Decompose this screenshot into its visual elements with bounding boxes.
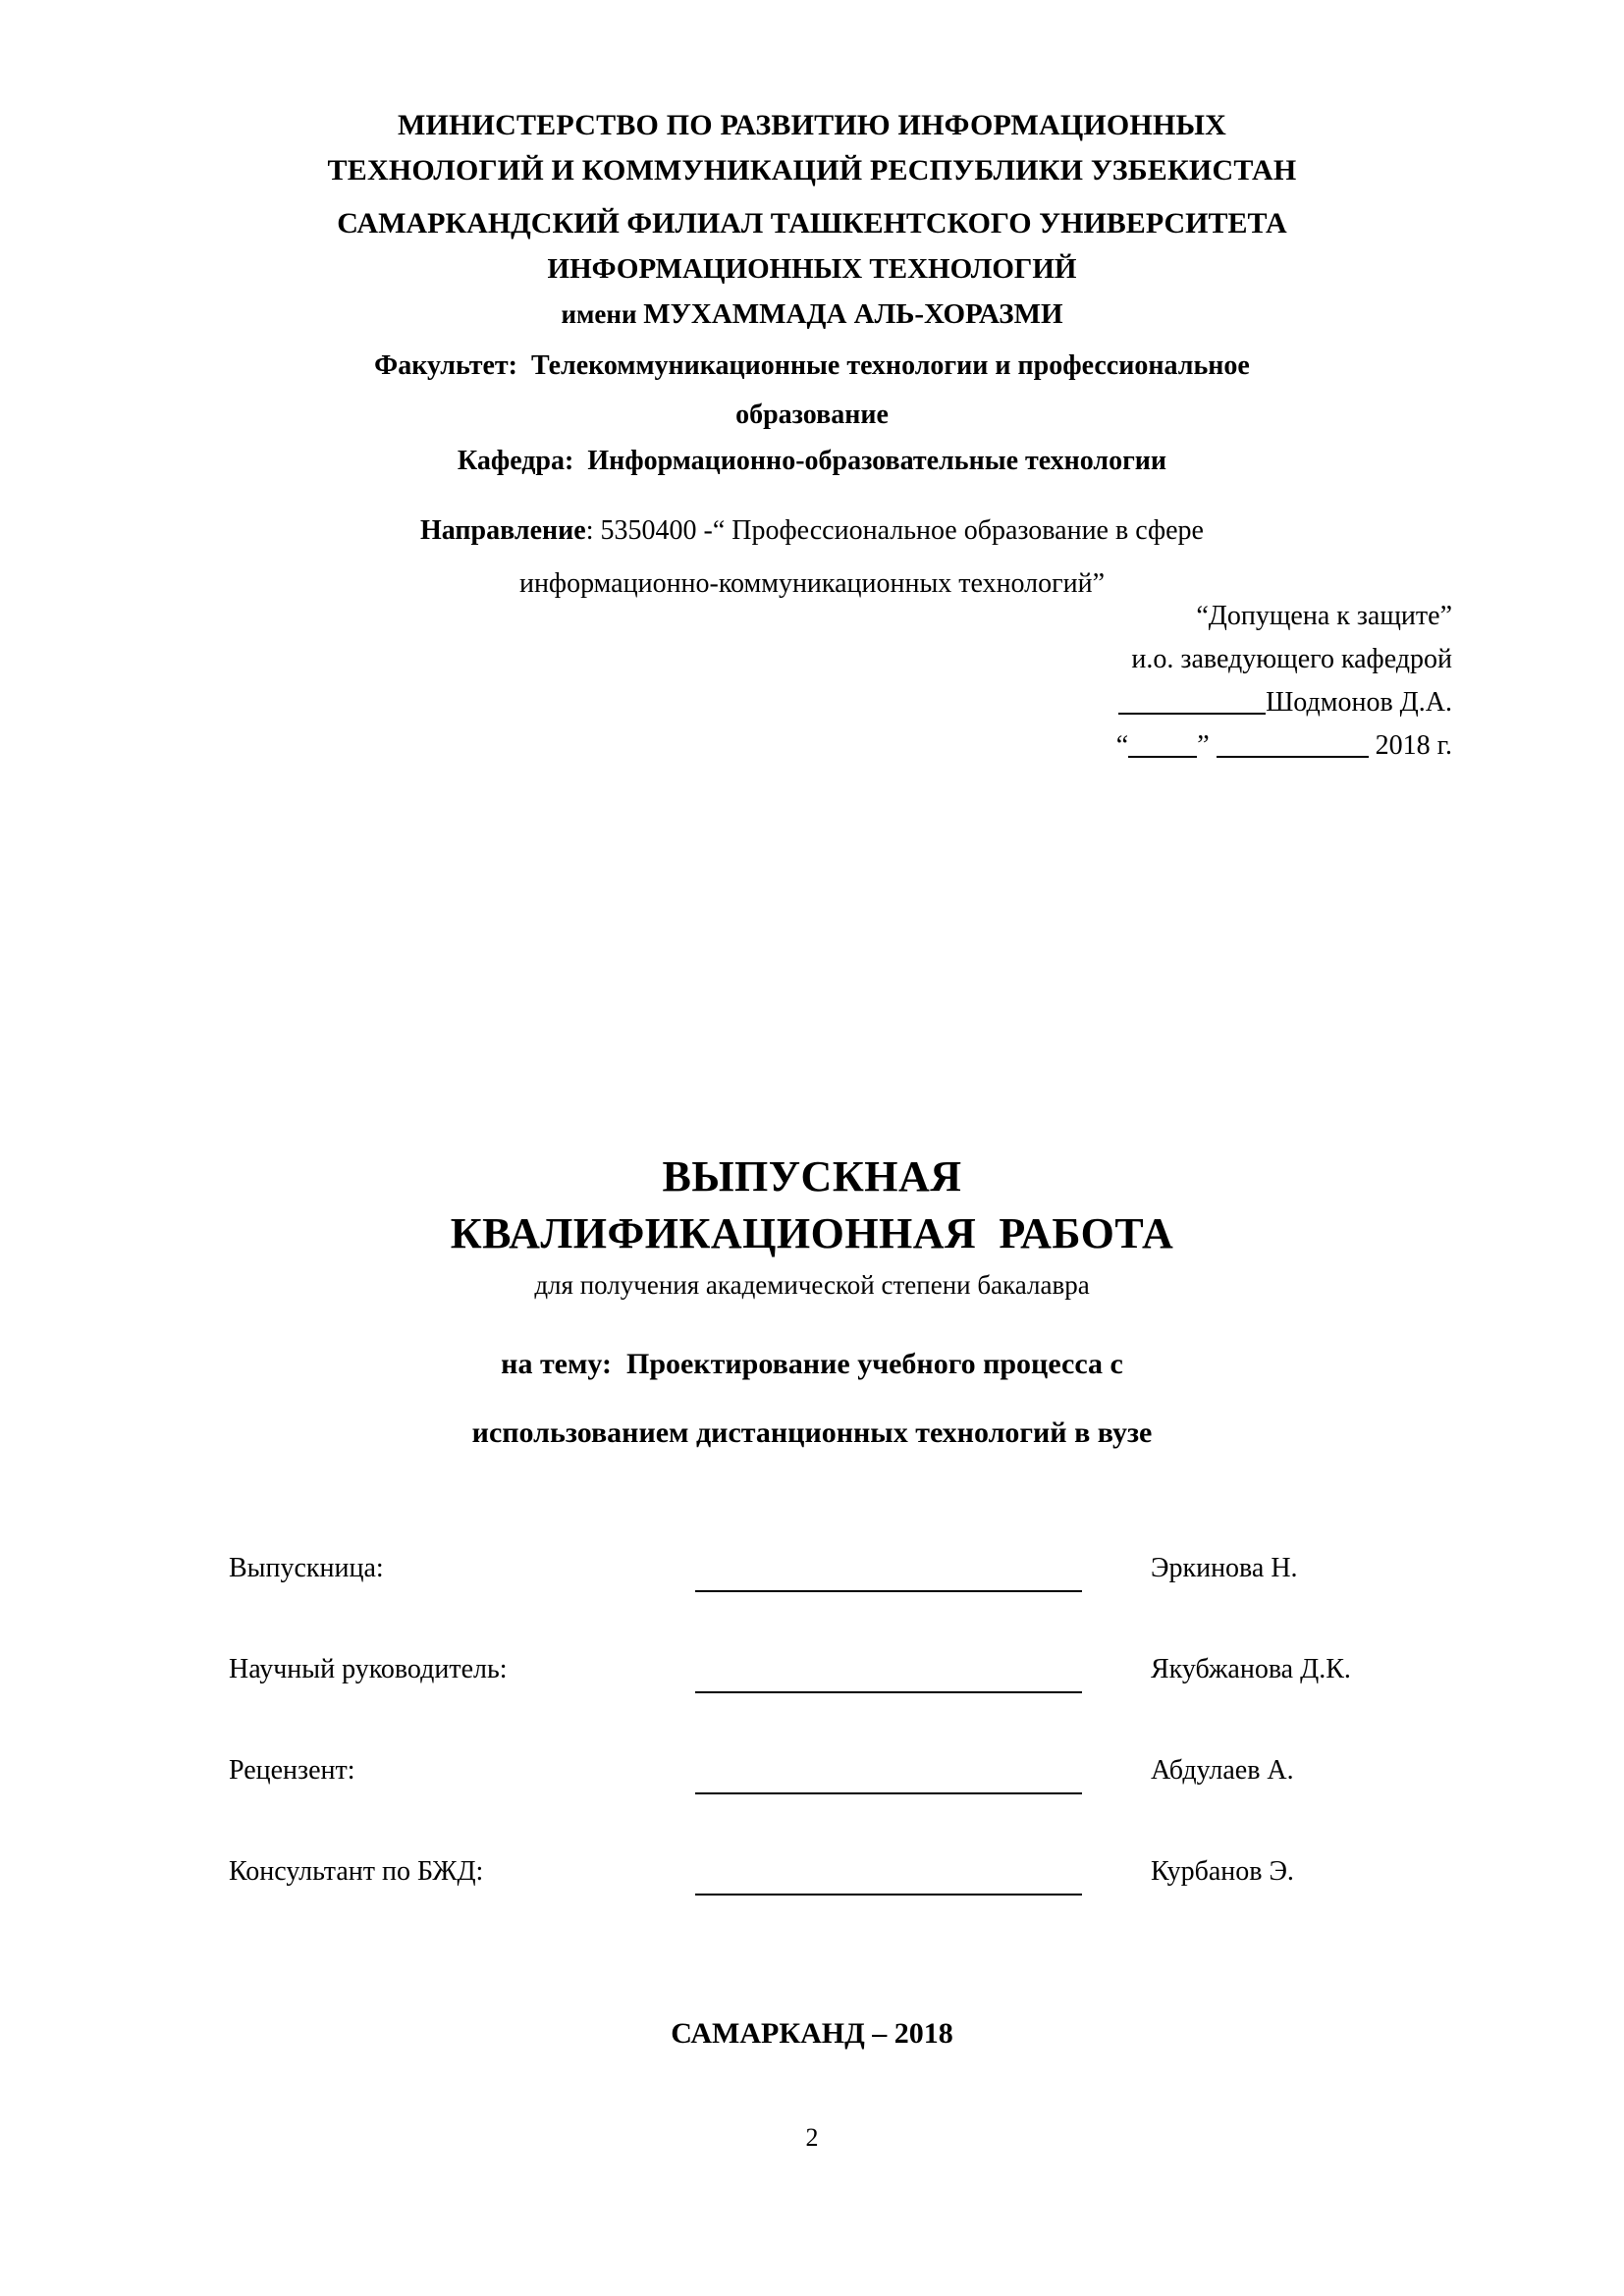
ministry-header — [167, 103, 1457, 193]
signature-name: Курбанов Э. — [1151, 1856, 1294, 1887]
table-row — [0, 1755, 1624, 1856]
approval-date-row — [1116, 724, 1452, 768]
approval-position: и.о. заведующего кафедрой — [1131, 644, 1452, 674]
faculty-value-1: Телекоммуникационные технологии и профессиональное — [530, 350, 1250, 381]
university-line-2: ИНФОРМАЦИОННЫХ ТЕХНОЛОГИЙ — [547, 253, 1077, 285]
date-quote-close: ” — [1197, 730, 1210, 761]
department-label: Кафедра: — [457, 446, 574, 476]
signature-label: Консультант по БЖД: — [229, 1856, 484, 1887]
date-month-blank[interactable] — [1217, 756, 1369, 758]
signature-blank[interactable] — [695, 1590, 1082, 1592]
page-number: 2 — [805, 2123, 819, 2152]
faculty-value-2: образование — [735, 400, 889, 430]
direction-line-1 — [167, 505, 1457, 558]
date-quote-open: “ — [1115, 730, 1129, 761]
signature-blank[interactable] — [695, 1691, 1082, 1693]
ministry-line-1: МИНИСТЕРСТВО ПО РАЗВИТИЮ ИНФОРМАЦИОННЫХ — [397, 109, 1227, 141]
department-block — [167, 440, 1457, 483]
signature-name: Якубжанова Д.К. — [1151, 1654, 1351, 1684]
work-title-line-2: КВАЛИФИКАЦИОННАЯ РАБОТА — [450, 1209, 1174, 1257]
approval-admitted: “Допущена к защите” — [1196, 601, 1452, 631]
work-title — [167, 1148, 1457, 1262]
ministry-line-2: ТЕХНОЛОГИЙ И КОММУНИКАЦИЙ РЕСПУБЛИКИ УЗБЕКИСТАН — [327, 154, 1297, 187]
table-row — [0, 1654, 1624, 1755]
faculty-label: Факультет: — [374, 350, 517, 381]
university-line-3 — [167, 292, 1457, 337]
faculty-line-1 — [167, 342, 1457, 391]
table-row — [0, 1856, 1624, 1957]
signature-label: Рецензент: — [229, 1755, 355, 1786]
university-name-prefix: имени — [561, 299, 644, 329]
table-row — [0, 1553, 1624, 1654]
date-year: 2018 г. — [1375, 730, 1452, 761]
signature-name: Эркинова Н. — [1151, 1553, 1298, 1583]
university-name: МУХАММАДА АЛЬ-ХОРАЗМИ — [643, 298, 1063, 330]
faculty-block — [167, 342, 1457, 440]
head-signature-blank[interactable] — [1118, 713, 1266, 715]
thesis-topic — [167, 1330, 1457, 1468]
direction-line-2: информационно-коммуникационных технологий” — [518, 568, 1106, 599]
date-day-blank[interactable] — [1128, 756, 1197, 758]
work-title-line-1: ВЫПУСКНАЯ — [662, 1152, 962, 1201]
university-header — [167, 201, 1457, 337]
department-line — [167, 440, 1457, 483]
approval-block — [1116, 595, 1452, 768]
signature-blank[interactable] — [695, 1894, 1082, 1896]
degree-subtitle: для получения академической степени бакалавра — [534, 1270, 1090, 1300]
approval-signature-row — [1116, 681, 1452, 724]
thesis-topic-line-1: на тему: Проектирование учебного процесса с — [501, 1348, 1123, 1380]
footer-city-year: САМАРКАНД – 2018 — [671, 2017, 953, 2050]
signature-section — [0, 1553, 1624, 1957]
signature-label: Научный руководитель: — [229, 1654, 508, 1684]
direction-label: Направление — [420, 515, 586, 546]
university-line-1: САМАРКАНДСКИЙ ФИЛИАЛ ТАШКЕНТСКОГО УНИВЕРСИТЕТА — [337, 207, 1287, 240]
head-name: Шодмонов Д.А. — [1266, 687, 1452, 718]
department-value: Информационно-образовательные технологии — [587, 446, 1167, 476]
thesis-topic-line-2: использованием дистанционных технологий в вузе — [471, 1416, 1153, 1449]
signature-blank[interactable] — [695, 1792, 1082, 1794]
direction-code: : 5350400 -“ Профессиональное образование в сфере — [585, 515, 1204, 546]
signature-name: Абдулаев А. — [1151, 1755, 1294, 1786]
signature-label: Выпускница: — [229, 1553, 384, 1583]
